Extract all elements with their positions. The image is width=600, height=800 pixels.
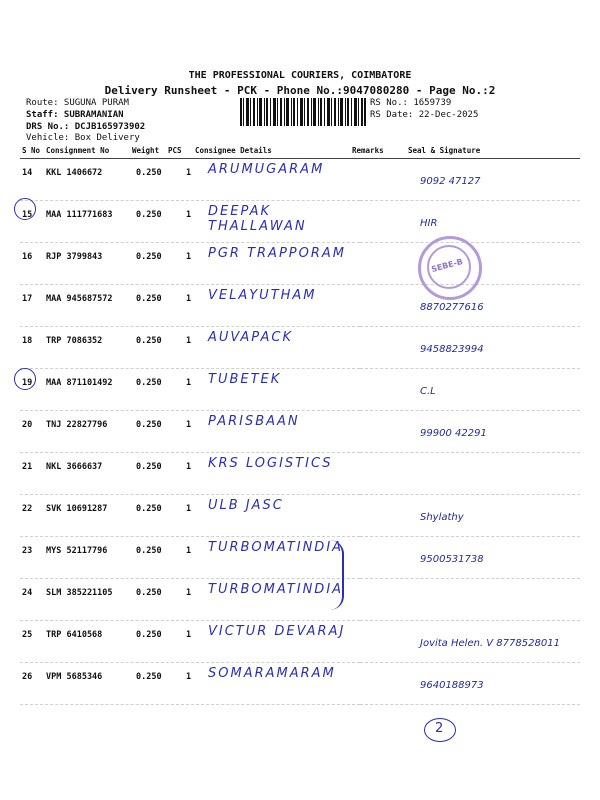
page-mark-text: 2: [435, 721, 444, 736]
row-sno: 26: [22, 672, 33, 682]
row-consignee-handwritten: KRS LOGISTICS: [208, 456, 333, 471]
table-row: [20, 326, 360, 369]
row-signature-handwritten: 99900 42291: [420, 428, 487, 439]
company-title: THE PROFESSIONAL COURIERS, COIMBATORE: [188, 70, 412, 81]
row-sno: 22: [22, 504, 33, 514]
row-weight: 0.250: [136, 168, 162, 178]
row-weight: 0.250: [136, 630, 162, 640]
row-weight: 0.250: [136, 294, 162, 304]
col-signature: Seal & Signature: [408, 146, 481, 155]
row-consignment: NKL 3666637: [46, 462, 103, 472]
rs-number: RS No.: 1659739: [370, 98, 452, 108]
row-signature-handwritten: C.L: [420, 386, 436, 397]
row-consignment: MAA 871101492: [46, 378, 113, 388]
table-row: [20, 200, 360, 243]
signature-cell: [360, 200, 580, 243]
row-signature-handwritten: 9458823994: [420, 344, 484, 355]
row-consignee-handwritten: AUVAPACK: [208, 330, 293, 345]
row-consignee-handwritten: DEEPAK THALLAWAN: [208, 204, 307, 234]
row-signature-handwritten: 9640188973: [420, 680, 484, 691]
row-signature-handwritten: Jovita Helen. V 8778528011: [420, 638, 560, 649]
col-sno: S No: [22, 146, 41, 155]
row-sno: 14: [22, 168, 33, 178]
row-sno: 16: [22, 252, 33, 262]
row-signature-handwritten: Shylathy: [420, 512, 464, 523]
row-pcs: 1: [186, 336, 192, 346]
row-signature-handwritten: 9092 47127: [420, 176, 481, 187]
row-consignee-handwritten: PARISBAAN: [208, 414, 300, 429]
row-15-circle-mark: [14, 198, 36, 220]
route-text: Route: SUGUNA PURAM: [26, 98, 129, 108]
table-row: [20, 410, 360, 453]
row-consignee-handwritten: ULB JASC: [208, 498, 284, 513]
drs-text: DRS No.: DCJB165973902: [26, 122, 146, 132]
row-consignee-handwritten: TUBETEK: [208, 372, 282, 387]
table-row: [20, 536, 360, 579]
table-row: [20, 158, 360, 201]
col-weight: Weight: [132, 146, 160, 155]
row-weight: 0.250: [136, 210, 162, 220]
row-consignment: MYS 52117796: [46, 546, 108, 556]
row-weight: 0.250: [136, 504, 162, 514]
row-consignee-handwritten: SOMARAMARAM: [208, 666, 336, 681]
row-pcs: 1: [186, 294, 192, 304]
row-pcs: 1: [186, 252, 192, 262]
barcode: [240, 98, 366, 126]
row-weight: 0.250: [136, 546, 162, 556]
row-consignee-handwritten: ARUMUGARAM: [208, 162, 325, 177]
row-pcs: 1: [186, 672, 192, 682]
row-consignment: SLM 385221105: [46, 588, 113, 598]
row-weight: 0.250: [136, 378, 162, 388]
row-consignment: TRP 7086352: [46, 336, 103, 346]
row-pcs: 1: [186, 420, 192, 430]
row-sno: 19: [22, 378, 33, 388]
col-remarks: Remarks: [352, 146, 384, 155]
vehicle-text: Vehicle: Box Delivery: [26, 133, 140, 143]
row-consignment: MAA 111771683: [46, 210, 113, 220]
table-row: [20, 578, 360, 621]
row-consignee-handwritten: VELAYUTHAM: [208, 288, 317, 303]
row-consignment: TNJ 22827796: [46, 420, 108, 430]
stamp-text: SEBE-B: [430, 256, 464, 275]
row-pcs: 1: [186, 210, 192, 220]
table-row: [20, 368, 360, 411]
row-weight: 0.250: [136, 588, 162, 598]
page-mark-circle: [424, 718, 456, 742]
row-pcs: 1: [186, 462, 192, 472]
row-weight: 0.250: [136, 672, 162, 682]
runsheet-title: Delivery Runsheet - PCK - Phone No.:9047080280 - Page No.:2: [104, 84, 496, 97]
row-sno: 25: [22, 630, 33, 640]
table-row: [20, 494, 360, 537]
row-signature-handwritten: 8870277616: [420, 302, 484, 313]
row-signature-handwritten: 9500531738: [420, 554, 484, 565]
rs-date: RS Date: 22-Dec-2025: [370, 110, 479, 120]
row-consignment: KKL 1406672: [46, 168, 103, 178]
table-row: [20, 284, 360, 327]
row-consignee-handwritten: VICTUR DEVARAJ: [208, 624, 346, 639]
row-sno: 21: [22, 462, 33, 472]
table-row: [20, 452, 360, 495]
table-row: [20, 620, 360, 663]
row-pcs: 1: [186, 630, 192, 640]
row-consignment: TRP 6410568: [46, 630, 103, 640]
row-weight: 0.250: [136, 462, 162, 472]
row-weight: 0.250: [136, 336, 162, 346]
row-sno: 20: [22, 420, 33, 430]
signature-cell: [360, 578, 580, 621]
signature-cell: [360, 368, 580, 411]
row-consignment: MAA 945687572: [46, 294, 113, 304]
seal-stamp: [418, 236, 482, 300]
row-sno: 15: [22, 210, 33, 220]
row-pcs: 1: [186, 546, 192, 556]
row-consignee-handwritten: TURBOMATINDIA: [208, 540, 344, 555]
row-sno: 23: [22, 546, 33, 556]
signature-cell: [360, 452, 580, 495]
brace-mark: [330, 540, 344, 610]
row-consignment: SVK 10691287: [46, 504, 108, 514]
row-sno: 18: [22, 336, 33, 346]
row-pcs: 1: [186, 588, 192, 598]
col-consignment: Consignment No: [46, 146, 110, 155]
row-consignment: RJP 3799843: [46, 252, 103, 262]
col-pcs: PCS: [168, 146, 182, 155]
row-weight: 0.250: [136, 252, 162, 262]
row-sno: 24: [22, 588, 33, 598]
col-consignee: Consignee Details: [195, 146, 272, 155]
row-pcs: 1: [186, 168, 192, 178]
row-consignment: VPM 5685346: [46, 672, 103, 682]
row-sno: 17: [22, 294, 33, 304]
row-19-circle-mark: [14, 368, 36, 390]
staff-text: Staff: SUBRAMANIAN: [26, 110, 124, 120]
row-signature-handwritten: HIR: [420, 218, 438, 229]
table-row: [20, 662, 360, 705]
row-weight: 0.250: [136, 420, 162, 430]
row-pcs: 1: [186, 504, 192, 514]
table-row: [20, 242, 360, 285]
row-consignee-handwritten: PGR TRAPPORAM: [208, 246, 346, 261]
row-pcs: 1: [186, 378, 192, 388]
row-consignee-handwritten: TURBOMATINDIA: [208, 582, 344, 597]
signature-cell: [360, 494, 580, 537]
